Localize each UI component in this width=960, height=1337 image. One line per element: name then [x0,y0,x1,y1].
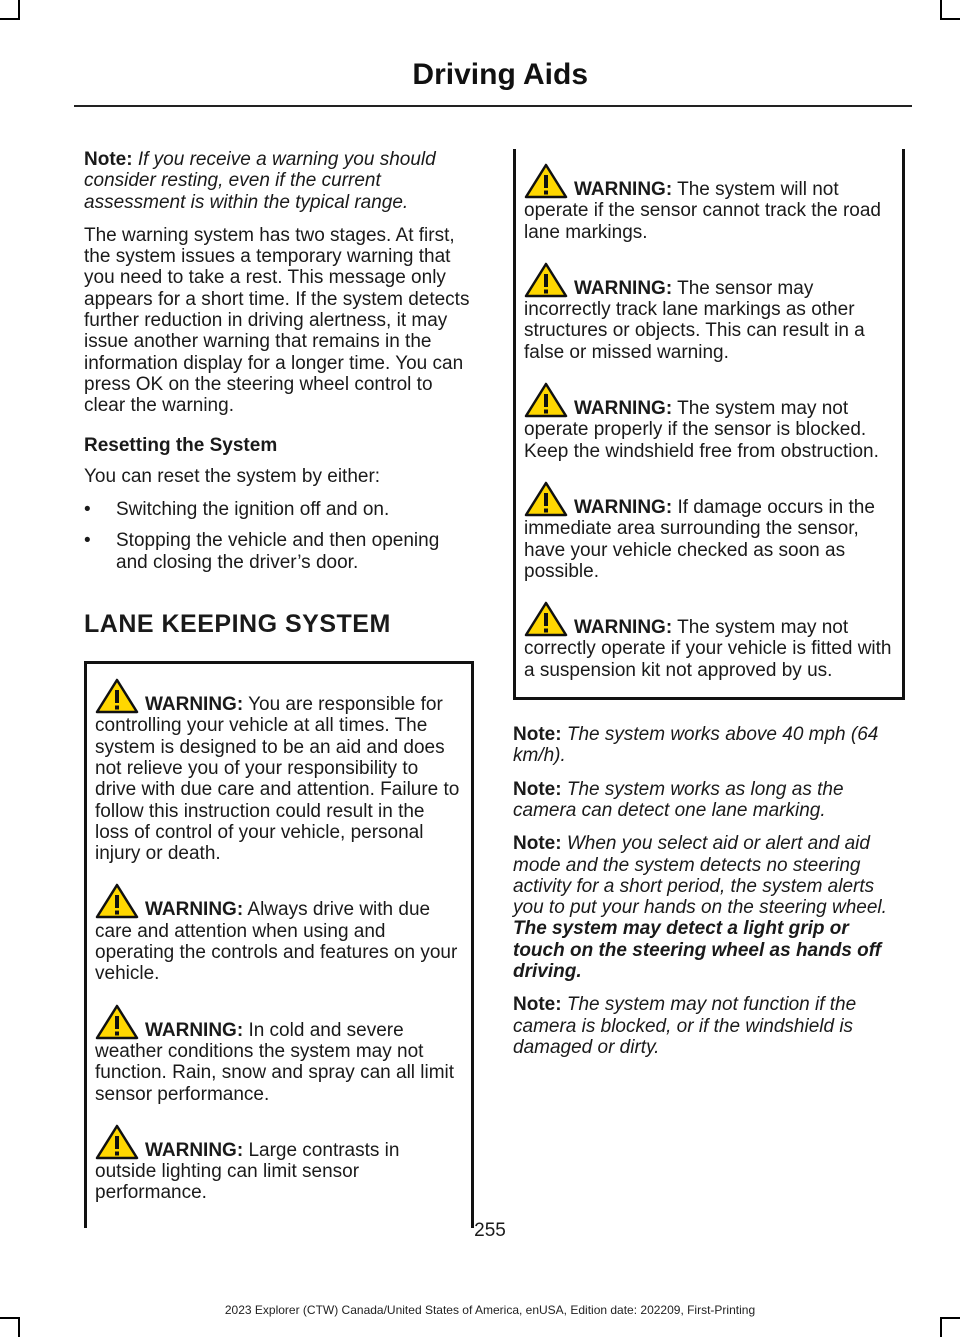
crop-mark-bottom-right [940,1317,942,1337]
crop-mark-top-right [940,0,942,20]
warning-text: If damage occurs in the immediate area surrounding the sensor, have your vehicle checked as soon as possible. [524,496,875,582]
warning-text: Large contrasts in outside lighting can limit sensor performance. [95,1139,400,1204]
note-label: Note: [84,149,133,170]
list-item-text: Switching the ignition off and on. [116,499,390,521]
note-text: The system works as long as the camera can detect one lane marking. [513,778,844,821]
note-label: Note: [513,833,562,855]
warning-triangle-icon [95,1124,139,1160]
warning-item [524,163,892,243]
left-column [84,149,474,1228]
note-text: When you select aid or alert and aid mode and the system detects no steering activity for a short period, the system alerts you to put your hands on the steering wheel. [513,833,887,919]
reset-list [84,499,474,573]
page-header-title: Driving Aids [412,58,588,91]
warning-text: Always drive with due care and attention when using and operating the controls and features on your vehicle. [95,899,458,985]
note-text: The system works above 40 mph (64 km/h). [513,724,879,767]
warning-triangle-icon [524,163,568,199]
warning-item [95,883,461,984]
note-text: If you receive a warning you should consider resting, even if the current assessment is within the typical range. [84,149,436,213]
note-label: Note: [513,778,562,800]
crop-mark-bottom-right [940,1317,960,1319]
warning-label: WARNING: [574,398,673,420]
warning-item [524,601,892,681]
warning-triangle-icon [524,601,568,637]
note-label: Note: [513,994,562,1016]
warning-label: WARNING: [574,277,673,299]
crop-mark-top-left [18,0,20,20]
warning-text: You are responsible for controlling your vehicle at all times. The system is designed to be an aid and does not relieve you of your responsibility to drive with due care and attention. Failure to follow this instruction could result in the loss of control of your vehicle, personal injury or death. [95,694,460,865]
header-divider [74,105,912,107]
list-item [84,499,474,520]
note-text: The system may not function if the camera is blocked, or if the windshield is damaged or dirty. [513,994,857,1058]
note-bold-text: The system may detect a light grip or touch on the steering wheel as hands off driving. [513,918,882,983]
warning-item [524,382,892,462]
warning-label: WARNING: [145,899,244,921]
note-paragraph [513,994,905,1058]
note-paragraph [513,833,905,982]
warning-text: The system will not operate if the sensor cannot track the road lane markings. [524,179,881,243]
crop-mark-bottom-left [0,1317,20,1319]
warning-item [95,678,461,864]
footer-edition-info: 2023 Explorer (CTW) Canada/United States of America, enUSA, Edition date: 202209, First-Printing [224,1303,756,1317]
page-number: 255 [474,1220,506,1241]
note-paragraph [513,779,905,822]
warning-label: WARNING: [145,1139,244,1161]
note-paragraph [513,724,905,767]
warning-label: WARNING: [574,179,673,200]
subheading-resetting: Resetting the System [84,434,278,456]
warning-triangle-icon [95,1004,139,1040]
warning-text: The sensor may incorrectly track lane markings as other structures or objects. This can result in a false or missed warning. [524,277,865,363]
body-paragraph: The warning system has two stages. At first, the system issues a temporary warning that you need to take a rest. This message only appears for a short time. If the system detects further reduction in driving alertness, it may issue another warning that remains in the information display for a longer time. You can press OK on the steering wheel control to clear the warning. [84,224,470,417]
bullet-symbol: • [84,499,91,521]
warning-label: WARNING: [574,496,673,518]
warning-item [95,1004,461,1105]
warning-triangle-icon [524,481,568,517]
note-paragraph [84,149,474,213]
warning-triangle-icon [95,678,139,714]
warning-item [524,481,892,582]
warning-label: WARNING: [145,1019,244,1041]
reset-intro: You can reset the system by either: [84,465,381,487]
list-item [84,530,474,573]
warning-text: The system may not operate properly if the sensor is blocked. Keep the windshield free from obstruction. [524,398,879,462]
crop-mark-top-right [940,18,960,20]
section-title: LANE KEEPING SYSTEM [84,610,391,639]
warning-label: WARNING: [574,617,673,639]
warning-text: The system may not correctly operate if your vehicle is fitted with a suspension kit not approved by us. [524,617,892,681]
warning-box [513,149,905,700]
note-label: Note: [513,724,562,746]
list-item-text: Stopping the vehicle and then opening and closing the driver’s door. [116,530,440,573]
warning-triangle-icon [524,382,568,418]
bullet-symbol: • [84,530,91,552]
right-column [513,149,905,1070]
warning-text: In cold and severe weather conditions the system may not function. Rain, snow and spray can all limit sensor performance. [95,1019,455,1105]
warning-label: WARNING: [145,694,244,716]
warning-triangle-icon [524,262,568,298]
crop-mark-bottom-left [18,1317,20,1337]
warning-box [84,661,474,1228]
warning-item [95,1124,461,1204]
crop-mark-top-left [0,18,20,20]
warning-item [524,262,892,363]
warning-triangle-icon [95,883,139,919]
